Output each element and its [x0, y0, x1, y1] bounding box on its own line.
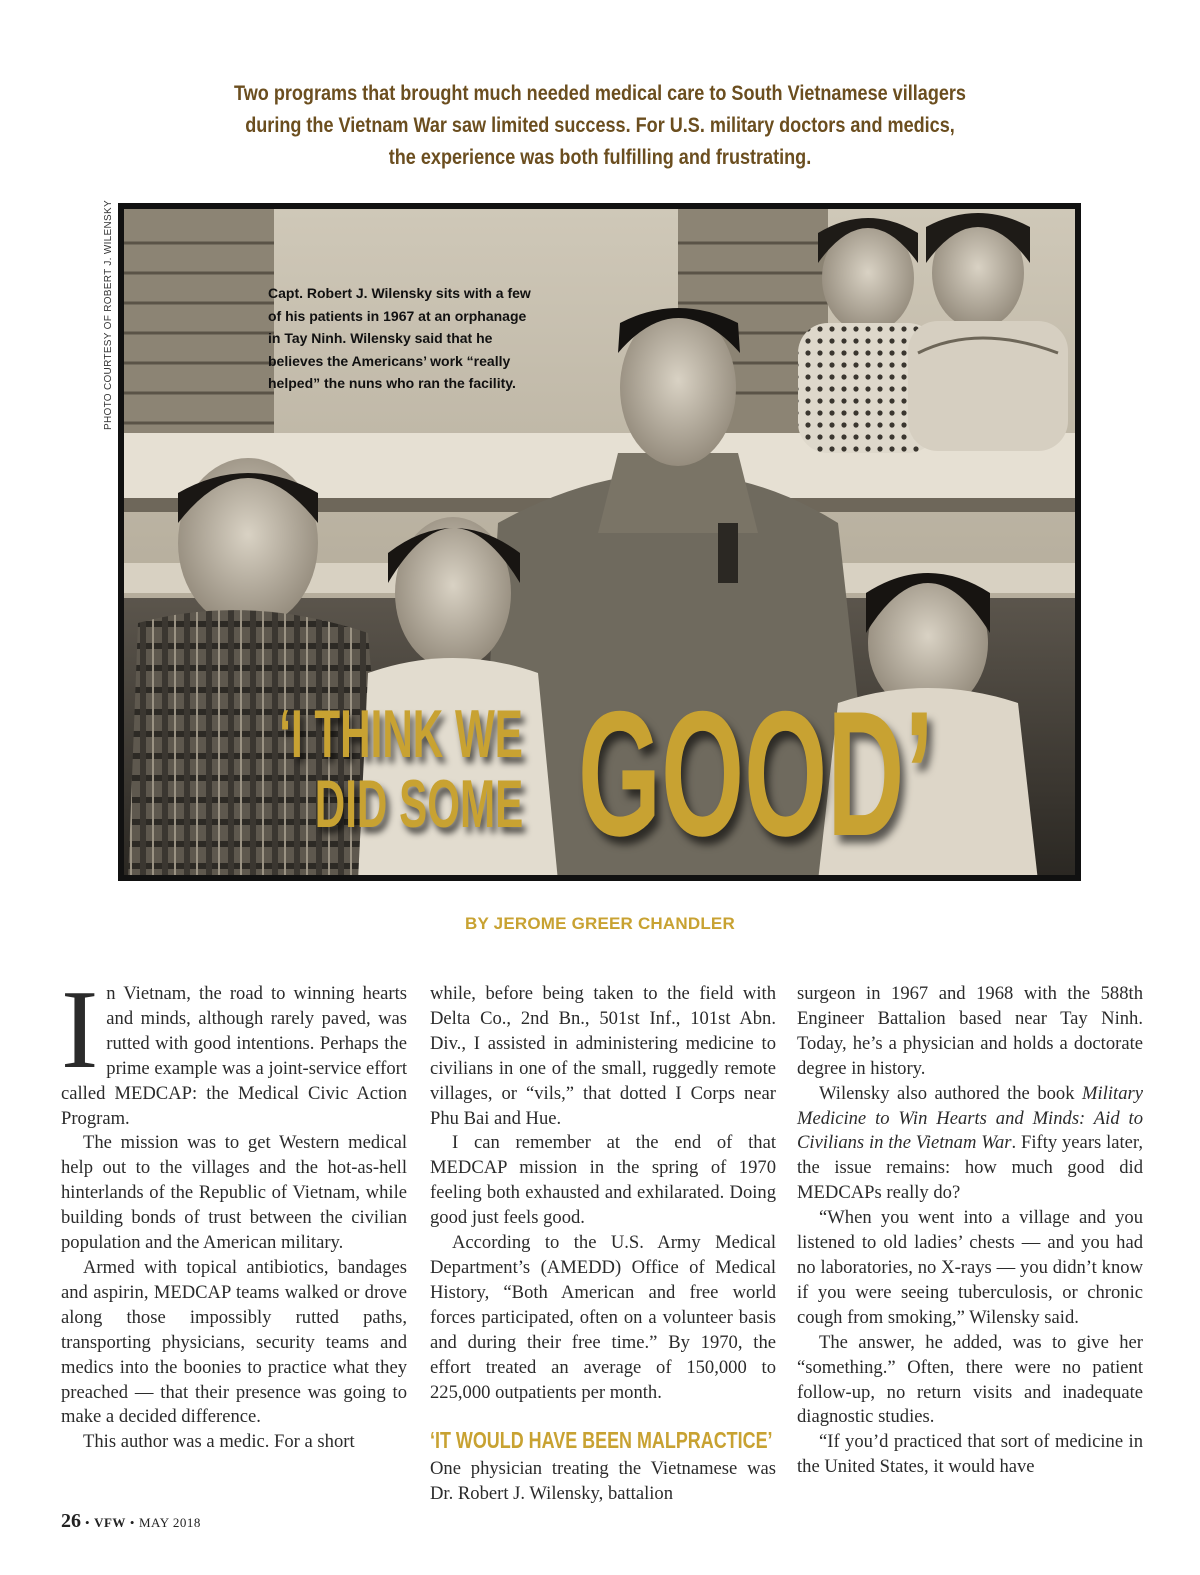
- article-column-2: [430, 982, 776, 1505]
- paragraph: I can remember at the end of that MEDCAP mission in the spring of 1970 feeling both exhausted and exhilarated. Doing good just feels good.: [430, 1132, 776, 1229]
- headline-line-1: ‘I THINK WE: [279, 696, 523, 772]
- paragraph: According to the U.S. Army Medical Department’s (AMEDD) Office of Medical History, “Both American and free world forces participated, often on a volunteer basis and during their free time.” By 1970, the effort treated an average of 150,000 to 225,000 outpatients per month.: [430, 1232, 776, 1403]
- book-title: Military Medicine to Win Hearts and Minds: Aid to Civilians in the Vietnam War: [797, 1082, 1143, 1154]
- photo-caption: Capt. Robert J. Wilensky sits with a few of his patients in 1967 at an orphanage in Tay Ninh. Wilensky said that he believes the Americans’ work “really helped” the nuns who ran the facility.: [268, 285, 531, 391]
- magazine-name: VFW: [94, 1515, 126, 1530]
- paragraph: Armed with topical antibiotics, bandages and aspirin, MEDCAP teams walked or drove along those impossibly rutted paths, transporting physicians, security teams and medics into the boonies to practice what they preached — that their presence was going to make a decided difference.: [61, 1256, 407, 1428]
- page-folio: [61, 1510, 201, 1533]
- headline-big-word: GOOD’: [578, 674, 935, 873]
- deck-line: during the Vietnam War saw limited success. For U.S. military doctors and medics,: [245, 114, 955, 137]
- section-subhead: ‘IT WOULD HAVE BEEN MALPRACTICE’: [430, 1427, 773, 1454]
- paragraph: “If you’d practiced that sort of medicine in the United States, it would have: [797, 1431, 1143, 1478]
- paragraph: The mission was to get Western medical help out to the villages and the hot-as-hell hinterlands of the Republic of Vietnam, while building bonds of trust between the civilian population and the American military.: [61, 1132, 407, 1254]
- deck-line: the experience was both fulfilling and frustrating.: [388, 146, 812, 169]
- paragraph: “When you went into a village and you listened to old ladies’ chests — and you had no laboratories, no X-rays — you didn’t know if you were seeing tuberculosis, or chronic cough from smoking,” Wilensky said.: [797, 1207, 1143, 1328]
- folio-separator: •: [85, 1515, 91, 1530]
- byline: BY JEROME GREER CHANDLER: [465, 914, 735, 933]
- deck-line: Two programs that brought much needed medical care to South Vietnamese villagers: [234, 82, 966, 105]
- page-number: 26: [61, 1510, 81, 1532]
- folio-separator: •: [129, 1515, 135, 1530]
- paragraph: In Vietnam, the road to winning hearts and minds, although rarely paved, was rutted with good intentions. Perhaps the prime example was a joint-service effort called MEDCAP: the Medical Civic Action Program.: [61, 968, 407, 1129]
- article-column-1: [61, 968, 407, 1472]
- issue-date: MAY 2018: [138, 1515, 201, 1530]
- paragraph: surgeon in 1967 and 1968 with the 588th Engineer Battalion based near Tay Ninh. Today, he’s a physician and holds a doctorate degree in history.: [797, 983, 1143, 1079]
- paragraph: Wilensky also authored the book Military Medicine to Win Hearts and Minds: Aid to Civilians in the Vietnam War. Fifty years later, the issue remains: how much good did MEDCAPs really do?: [797, 1082, 1144, 1204]
- paragraph: One physician treating the Vietnamese was Dr. Robert J. Wilensky, battalion: [430, 1458, 776, 1505]
- drop-cap: I: [61, 968, 99, 1092]
- article-column-3: [797, 982, 1144, 1478]
- photo-credit: PHOTO COURTESY OF ROBERT J. WILENSKY: [103, 200, 114, 430]
- headline-line-2: DID SOME: [314, 766, 523, 842]
- article-deck: [196, 78, 1004, 174]
- paragraph: while, before being taken to the field with Delta Co., 2nd Bn., 501st Inf., 101st Abn. Div., I assisted in administering medicine to civilians in one of the small, ruggedly remote villages, or “vils,” that dotted I Corps near Phu Bai and Hue.: [430, 983, 776, 1129]
- paragraph: The answer, he added, was to give her “something.” Often, there were no patient follow-up, no return visits and inadequate diagnostic studies.: [797, 1331, 1143, 1428]
- paragraph: This author was a medic. For a short: [83, 1431, 355, 1453]
